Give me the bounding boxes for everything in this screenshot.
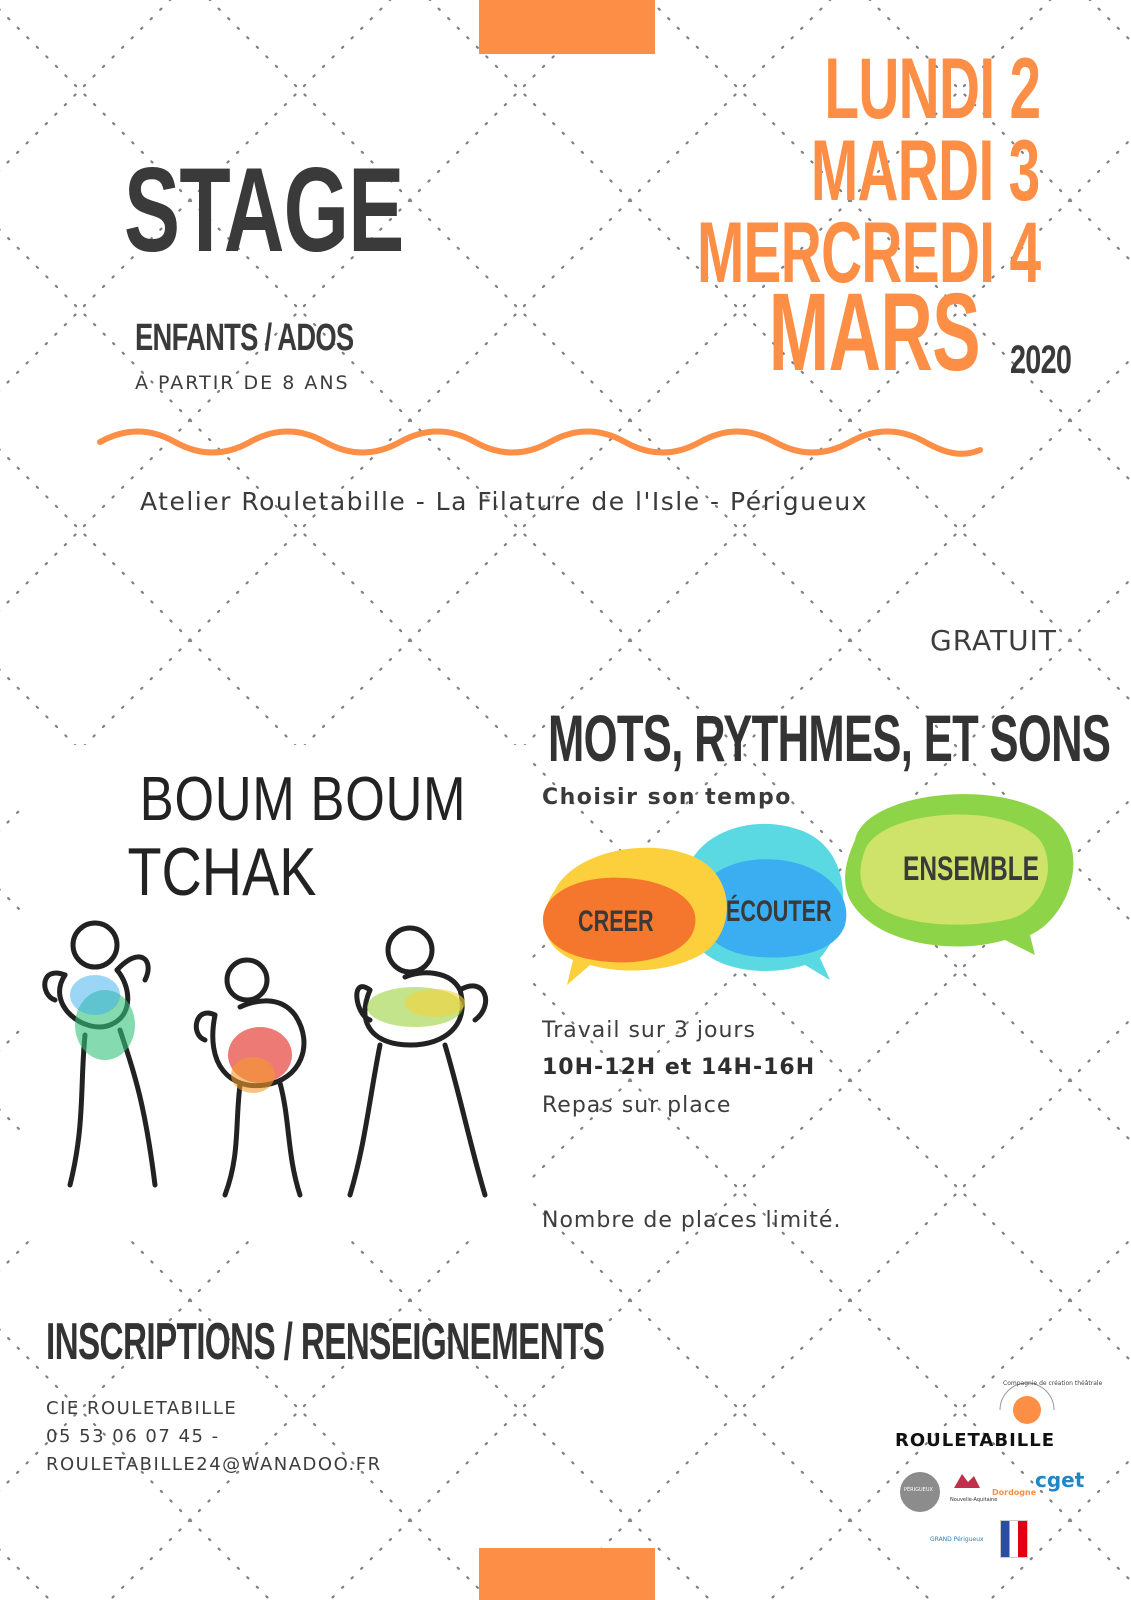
logo-brand: ROULETABILLE <box>895 1430 1056 1451</box>
logo-arc-text: Compagnie de création théâtrale <box>1003 1380 1103 1387</box>
logo-cget: cget <box>1035 1468 1085 1492</box>
date-day2: MARDI 3 <box>811 123 1040 219</box>
contact-email[interactable]: ROULETABILLE24@WANADOO.FR <box>46 1454 382 1475</box>
dancer-left-glow2 <box>70 975 120 1015</box>
dates-block <box>600 40 1040 394</box>
headline: STAGE <box>124 143 404 277</box>
logo-nouvelle-aquitaine <box>950 1470 998 1514</box>
detail-meals: Repas sur place <box>542 1093 732 1118</box>
theme-title: MOTS, RYTHMES, ET SONS <box>548 701 1111 775</box>
contact-phone[interactable]: 05 53 06 07 45 - <box>46 1426 220 1447</box>
logo-perigueux-text: PÉRIGUEUX <box>904 1487 933 1493</box>
illustration-text-1: BOUM BOUM <box>139 765 467 835</box>
inscriptions-title: INSCRIPTIONS / RENSEIGNEMENTS <box>46 1313 605 1371</box>
contact-org: CIE ROULETABILLE <box>46 1398 238 1419</box>
illustration-text-2: TCHAK <box>127 834 317 911</box>
dancer-right <box>350 928 486 1195</box>
partner-logos <box>900 1468 1085 1558</box>
detail-places: Nombre de places limité. <box>542 1208 842 1233</box>
age-limit: A PARTIR DE 8 ANS <box>135 372 350 394</box>
dancers-illustration <box>25 745 530 1235</box>
logo-dordogne: Dordogne <box>992 1488 1037 1497</box>
location: Atelier Rouletabille - La Filature de l'Isle - Périgueux <box>140 487 869 516</box>
rouletabille-logo <box>885 1370 1103 1460</box>
bubble-ecouter-label: ÉCOUTER <box>726 895 832 928</box>
dancer-right-glow2 <box>405 989 465 1017</box>
logo-grand-perigueux: GRAND Périgueux <box>930 1536 984 1543</box>
dancer-middle-glow2 <box>231 1057 275 1093</box>
logo-republique <box>1000 1520 1028 1558</box>
detail-duration: Travail sur 3 jours <box>542 1018 756 1043</box>
logo-region-text: Nouvelle-Aquitaine <box>950 1497 998 1503</box>
bottom-accent-bar <box>479 1548 655 1600</box>
theme-subtitle: Choisir son tempo <box>542 785 792 810</box>
region-icon <box>950 1470 984 1492</box>
date-year: 2020 <box>1010 338 1072 382</box>
audience: ENFANTS / ADOS <box>135 317 354 359</box>
rouletabille-emblem <box>885 1370 1103 1430</box>
date-day1: LUNDI 2 <box>823 41 1040 137</box>
wavy-divider <box>95 420 985 470</box>
bubble-creer-label: CREER <box>578 905 654 938</box>
date-day3: MERCREDI 4 <box>696 205 1040 301</box>
price: GRATUIT <box>930 624 1057 657</box>
logo-perigueux <box>900 1472 940 1512</box>
date-month: MARS <box>768 271 980 394</box>
illustration-panel <box>25 745 530 1235</box>
detail-hours: 10H-12H et 14H-16H <box>542 1055 816 1080</box>
bubble-ensemble-label: ENSEMBLE <box>903 850 1040 888</box>
